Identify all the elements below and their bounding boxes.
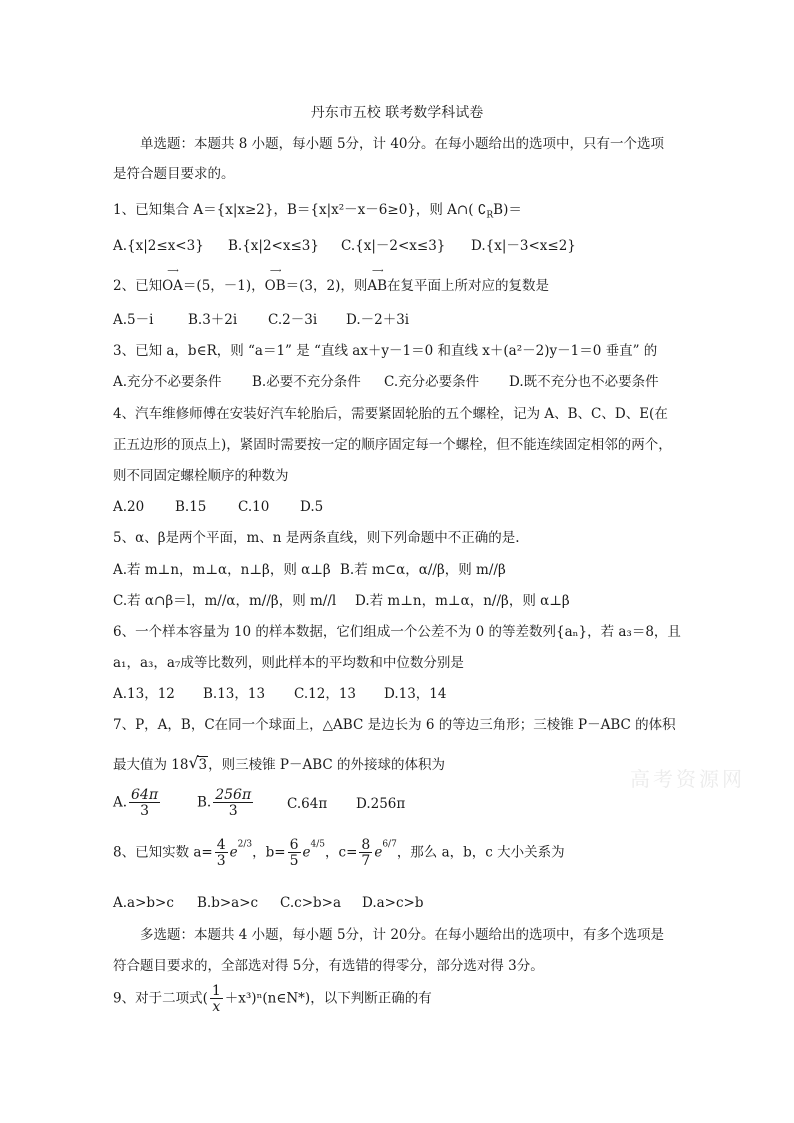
question-6-option-a: A.13，12	[113, 686, 175, 702]
question-4-stem-line2: 正五边形的顶点上)，紧固时需要按一定的顺序固定每一个螺栓，但不能连续固定相邻的两个，	[113, 437, 672, 453]
question-9-stem: 9、对于二项式( $\frac{1}{x}$ ＋x³)ⁿ(n∈N*)，以下判断正确的有	[113, 983, 432, 1015]
question-2-option-d: D.－2＋3i	[346, 312, 410, 328]
question-4-option-d: D.5	[300, 499, 324, 515]
question-6-stem-line1: 6、一个样本容量为 10 的样本数据，它们组成一个公差不为 0 的等差数列{aₙ}，若 a₃＝8，且	[113, 624, 681, 640]
question-3-stem: 3、已知 a，b∈R，则 “a＝1” 是 “直线 ax＋y－1＝0 和直线 x＋(a²－2)y－1＝0 垂直” 的	[113, 343, 658, 359]
question-4-stem-line1: 4、汽车维修师傅在安装好汽车轮胎后，需要紧固轮胎的五个螺栓，记为 A、B、C、D、E(在	[113, 406, 668, 422]
section1-instructions: 单选题：本题共 8 小题，每小题 5分，计 40分。在每小题给出的选项中，只有一个选项	[140, 136, 665, 152]
question-1-option-a: A.{x|2≤x<3}	[113, 238, 204, 254]
vector-ab: ⟶ AB	[367, 266, 388, 294]
question-7-option-a: A. $\frac{64\pi}{3}$	[113, 787, 159, 819]
question-4-option-b: B.15	[175, 499, 207, 515]
question-1-option-d: D.{x|－3<x≤2}	[471, 238, 576, 254]
square-root: √ 3	[188, 753, 208, 773]
question-6-option-d: D.13，14	[384, 686, 447, 702]
question-8-option-d: D.a>c>b	[362, 895, 424, 911]
vector-oa: ⟶ OA	[162, 266, 183, 294]
question-5-option-b: B.若 m⊂α，α//β，则 m//β	[340, 562, 506, 578]
vector-ob: ⟶ OB	[264, 266, 286, 294]
question-8-option-a: A.a>b>c	[113, 895, 174, 911]
question-7-option-d: D.256π	[356, 796, 406, 812]
question-1-stem: 1、已知集合 A＝{x|x≥2}，B＝{x|x²－x－6≥0}，则 A∩( $∁_RB)=$	[113, 202, 522, 221]
question-1-option-b: B.{x|2<x≤3}	[228, 238, 319, 254]
question-2-option-a: A.5－i	[113, 312, 154, 328]
question-4-option-c: C.10	[238, 499, 270, 515]
section2-instructions-cont: 符合题目要求的，全部选对得 5分，有选错的得零分，部分选对得 3分。	[113, 958, 544, 974]
question-5-option-a: A.若 m⊥n，m⊥α，n⊥β，则 α⊥β	[113, 562, 331, 578]
question-3-option-d: D.既不充分也不必要条件	[509, 374, 659, 390]
question-8-option-b: B.b>a>c	[197, 895, 259, 911]
question-5-stem: 5、α、β是两个平面，m、n 是两条直线，则下列命题中不正确的是.	[113, 530, 520, 546]
section1-instructions-cont: 是符合题目要求的。	[113, 166, 235, 182]
question-8-option-c: C.c>b>a	[280, 895, 342, 911]
question-5-option-c: C.若 α∩β＝l，m//α，m//β，则 m//l	[113, 593, 337, 609]
question-6-option-b: B.13，13	[203, 686, 266, 702]
question-7-stem-line1: 7、P，A，B，C在同一个球面上，△ABC 是边长为 6 的等边三角形；三棱锥 P－ABC 的体积	[113, 717, 676, 733]
section2-instructions: 多选题：本题共 4 小题，每小题 5分，计 20分。在每小题给出的选项中，有多个选项是	[140, 927, 665, 943]
question-7-option-c: C.64π	[287, 796, 328, 812]
question-4-option-a: A.20	[113, 499, 145, 515]
question-7-option-b: B. $\frac{256\pi}{3}$	[197, 787, 252, 819]
question-2-option-c: C.2－3i	[268, 312, 318, 328]
question-2-option-b: B.3＋2i	[188, 312, 238, 328]
question-3-option-c: C.充分必要条件	[384, 374, 480, 390]
watermark: 高考资源网	[630, 767, 745, 791]
question-7-stem-line2: 最大值为 18 √ 3，则三棱锥 P－ABC 的外接球的体积为	[113, 753, 445, 773]
question-4-stem-line3: 则不同固定螺栓顺序的种数为	[113, 468, 289, 484]
question-6-option-c: C.12，13	[294, 686, 356, 702]
question-1-option-c: C.{x|－2<x≤3}	[341, 238, 446, 254]
question-3-option-b: B.必要不充分条件	[252, 374, 361, 390]
question-8-stem: 8、已知实数 a= $\frac{4}{3}$ $e^{2/3}$，b= $\frac{6}{5}$ $e^{4/5}$，c= $\frac{8}{7}$ $e^{6/7}$，那么 a，b，c 大小关系为	[113, 837, 565, 869]
question-3-option-a: A.充分不必要条件	[113, 374, 222, 390]
page-title: 丹东市五校 联考数学科试卷	[310, 105, 484, 121]
question-2-stem: 2、已知 ⟶ OA＝(5，－1)， ⟶ OB＝(3，2)，则 ⟶ AB在复平面上所对应的复数是	[113, 266, 550, 294]
question-6-stem-line2: a₁，a₃，a₇成等比数列，则此样本的平均数和中位数分别是	[113, 655, 464, 671]
question-5-option-d: D.若 m⊥n，m⊥α，n//β，则 α⊥β	[355, 593, 570, 609]
